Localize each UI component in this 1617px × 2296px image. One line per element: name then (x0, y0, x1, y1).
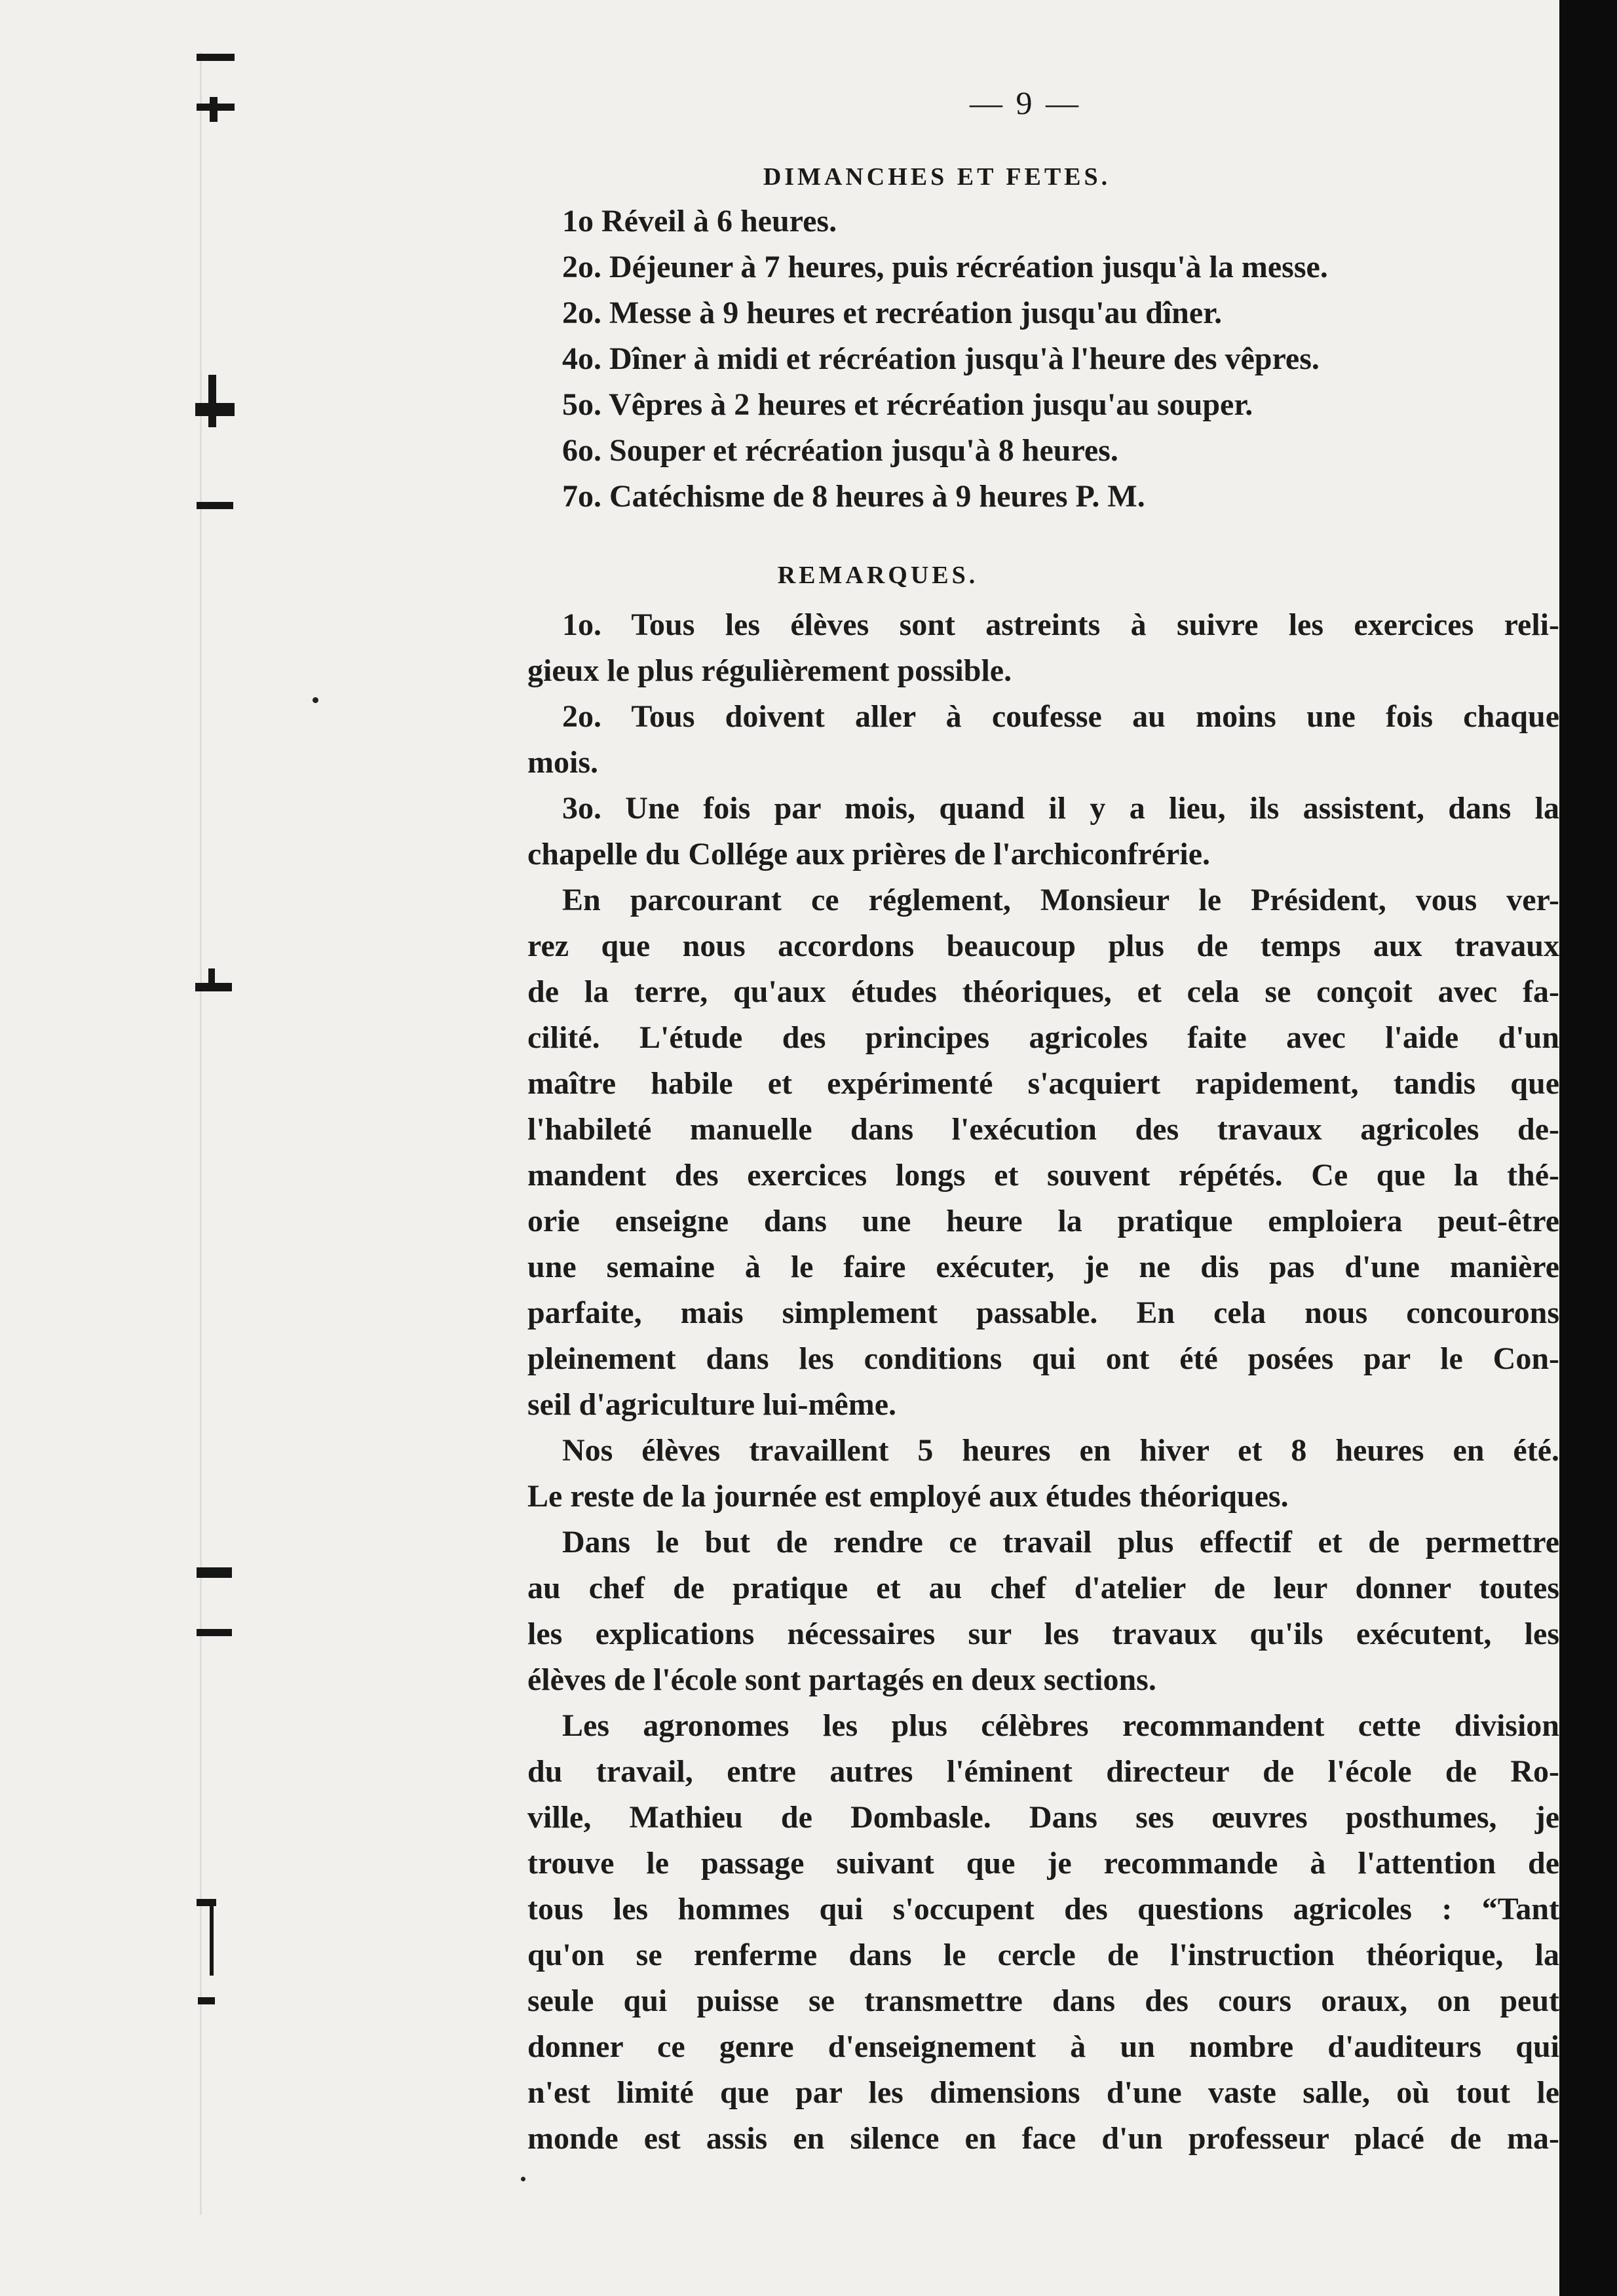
text-line: les explications nécessaires sur les travaux qu'ils exécutent, les (527, 1617, 1559, 1651)
binding-mark (210, 97, 218, 122)
ink-speck (313, 697, 318, 703)
text-line: une semaine à le faire exécuter, je ne dis pas d'une manière (527, 1250, 1559, 1284)
binding-mark (197, 502, 233, 509)
text-line: du travail, entre autres l'éminent directeur de l'école de Ro- (527, 1754, 1559, 1789)
binding-mark (198, 1997, 215, 2004)
binding-mark (197, 54, 235, 61)
text-line: n'est limité que par les dimensions d'une vaste salle, où tout le (527, 2075, 1559, 2110)
binding-mark (208, 375, 216, 427)
ink-speck (521, 2177, 525, 2181)
text-line: pleinement dans les conditions qui ont été posées par le Con- (527, 1341, 1559, 1376)
text-line: 1o Réveil à 6 heures. (562, 204, 837, 239)
text-line: seule qui puisse se transmettre dans des cours oraux, on peut (527, 1983, 1559, 2018)
text-line: donner ce genre d'enseignement à un nombre d'auditeurs qui (527, 2029, 1559, 2064)
text-line: 2o. Tous doivent aller à coufesse au moins une fois chaque (562, 699, 1559, 734)
text-line: mois. (527, 745, 598, 780)
text-line: Le reste de la journée est employé aux études théoriques. (527, 1479, 1289, 1514)
text-line: gieux le plus régulièrement possible. (527, 653, 1012, 688)
text-line: monde est assis en silence en face d'un professeur placé de ma- (527, 2121, 1559, 2156)
text-line: cilité. L'étude des principes agricoles faite avec l'aide d'un (527, 1020, 1559, 1055)
text-line: l'habileté manuelle dans l'exécution des travaux agricoles de- (527, 1112, 1559, 1147)
text-line: parfaite, mais simplement passable. En cela nous concourons (527, 1295, 1559, 1330)
text-line: rez que nous accordons beaucoup plus de temps aux travaux (527, 928, 1559, 963)
text-line: En parcourant ce réglement, Monsieur le Président, vous ver- (562, 883, 1559, 917)
text-line: au chef de pratique et au chef d'atelier de leur donner toutes (527, 1571, 1559, 1605)
text-line: tous les hommes qui s'occupent des questions agricoles : “Tant (527, 1892, 1559, 1926)
text-line: mandent des exercices longs et souvent répétés. Ce que la thé- (527, 1158, 1559, 1193)
text-line: 3o. Une fois par mois, quand il y a lieu, ils assistent, dans la (562, 791, 1559, 826)
text-line: Dans le but de rendre ce travail plus effectif et de permettre (562, 1525, 1559, 1559)
binding-mark (197, 1567, 232, 1578)
text-line: trouve le passage suivant que je recommande à l'attention de (527, 1846, 1559, 1881)
text-line: 2o. Messe à 9 heures et recréation jusqu'au dîner. (562, 296, 1223, 330)
text-line: ville, Mathieu de Dombasle. Dans ses œuvres posthumes, je (527, 1800, 1559, 1835)
text-line: maître habile et expérimenté s'acquiert rapidement, tandis que (527, 1066, 1559, 1101)
binding-mark (197, 1629, 232, 1636)
text-line: 2o. Déjeuner à 7 heures, puis récréation jusqu'à la messe. (562, 250, 1328, 284)
text-line: 6o. Souper et récréation jusqu'à 8 heures. (562, 433, 1118, 468)
text-line: 5o. Vêpres à 2 heures et récréation jusqu'au souper. (562, 387, 1253, 422)
text-line: Les agronomes les plus célèbres recommandent cette division (562, 1708, 1559, 1743)
text-line: 4o. Dîner à midi et récréation jusqu'à l'heure des vêpres. (562, 341, 1320, 376)
binding-mark (208, 968, 215, 988)
text-line: 1o. Tous les élèves sont astreints à suivre les exercices reli- (562, 607, 1559, 642)
text-line: de la terre, qu'aux études théoriques, et cela se conçoit avec fa- (527, 974, 1559, 1009)
text-line: Nos élèves travaillent 5 heures en hiver et 8 heures en été. (562, 1433, 1559, 1468)
text-line: 7o. Catéchisme de 8 heures à 9 heures P. M. (562, 479, 1145, 514)
binding-mark (210, 1904, 214, 1976)
text-line: élèves de l'école sont partagés en deux sections. (527, 1662, 1156, 1697)
text-line: seil d'agriculture lui-même. (527, 1387, 897, 1422)
text-line: orie enseigne dans une heure la pratique emploiera peut-être (527, 1204, 1559, 1238)
text-line: qu'on se renferme dans le cercle de l'instruction théorique, la (527, 1938, 1559, 1972)
page-number: — 9 — (970, 85, 1081, 121)
section-heading-remarks: REMARQUES. (777, 562, 979, 589)
text-line: chapelle du Collége aux prières de l'archiconfrérie. (527, 837, 1211, 871)
spine-shadow (200, 52, 202, 2215)
section-heading-sundays: DIMANCHES ET FETES. (763, 163, 1111, 191)
